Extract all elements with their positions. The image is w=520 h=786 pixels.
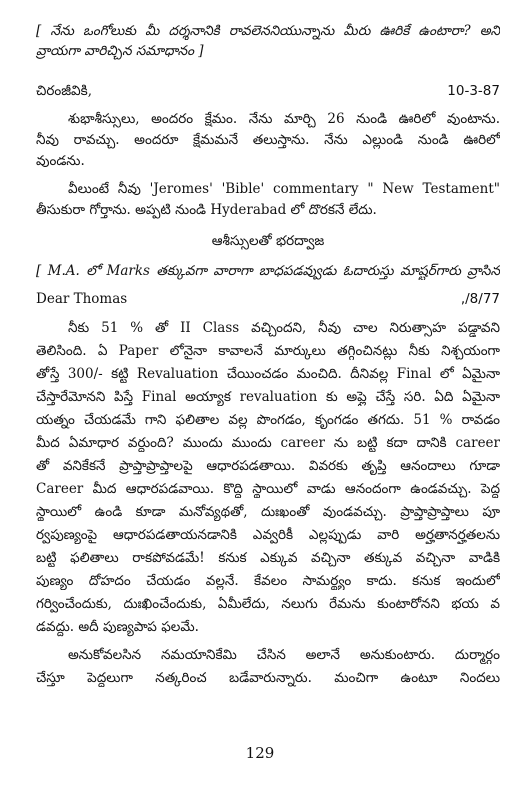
letter2-line: గర్వించేందుకు, దుఃఖించేందుకు, ఏమీలేదు, నలుగు రేమను కుంటారోనని భయ వ <box>36 596 500 612</box>
letter2-line: తోస్తే 300/- కట్టి Revaluation చేయించడం మంచిది. దీనివల్ల Final లో ఏమైనా <box>36 366 500 382</box>
letter2-line: మీద ఏమాధార వర్దుంది? ముందు ముందు career ను బట్టి కదా దానికి career <box>36 435 500 451</box>
letter2-line: తో వనికేకనే ప్రాప్తాప్రాప్తాలపై ఆధారపడతాయి. వివరకు తృప్తి ఆనందాలు గూడా <box>36 458 500 474</box>
letter2-line: అనుకోవలసిన నమయానికేమి చేసిన అలానే అనుకుంటారు. దుర్మార్గం <box>68 647 500 663</box>
intro-note-line-1: [ నేను ఒంగోలుకు మీ దర్శనానికి రావలెననియున్నాను మీరు ఊరికే ఉంటారా? అని <box>36 23 500 39</box>
letter2-line: తెలిసింది. ఏ Paper లోనైనా కావాలనే మార్కులు తగ్గించినట్లు నీకు నిశ్చయంగా <box>36 343 500 359</box>
letter2-line: ర్వపుణ్యంపై ఆధారపడతాయనడానికి ఎవ్వరికీ ఎల్లప్పుడు వారి అర్హతానర్హతలను <box>36 527 500 543</box>
letter2-date: ,/8/77 <box>460 291 500 307</box>
letter2-line: నీకు 51 % తో II Class వచ్చిందని, నీవు చాల నిరుత్సాహ పడ్డావని <box>68 320 500 336</box>
page-number: 129 <box>245 744 275 762</box>
letter2-line: పుణ్యం దోహదం చేయడం వల్లనే. కేవలం సామర్థ్యం కాదు. కనుక ఇందులో <box>36 573 500 589</box>
letter1-p2-line-1: వీలుంటే నీవు 'Jeromes' 'Bible' commentary " New Testament" <box>68 181 500 197</box>
letter1-date: 10-3-87 <box>447 83 500 99</box>
intro-note-line-2: వ్రాయగా వారిచ్చిన సమాధానం ] <box>36 43 204 59</box>
note2: [ M.A. లో Marks తక్కువగా వారాగా బాధపడవ్వుడు ఓదారుస్తు మాష్టర్‌గారు వ్రాసిన <box>36 263 500 279</box>
letter1-salutation: చిరంజీవికి, <box>36 83 92 99</box>
letter2-header <box>36 290 500 308</box>
letter2-line: చేస్తారేమోనని పిస్తే Final అయ్యాక revaluation కు అప్లై చేస్తే సరి. ఏది ఏమైనా <box>36 389 500 405</box>
letter2-line: స్థాయిలో ఉండి కూడా మనోవ్యథతో, దుఃఖంతో వుండవచ్చు. ప్రాప్తాప్రాప్తాలు పూ <box>36 504 500 520</box>
letter1-header <box>36 82 500 100</box>
letter2-line: Career మీద ఆధారపడవాయి. కొద్ది స్థాయిలో వాడు ఆనందంగా ఉండవచ్చు. పెద్ద <box>36 481 500 497</box>
letter2-salutation: Dear Thomas <box>36 291 128 307</box>
letter1-p1-line-1: శుభాశీస్సులు, అందరం క్షేమం. నేను మార్చి 26 నుండి ఊరిలో వుంటాను. <box>68 111 500 127</box>
letter1-closing: ఆశీస్సులతో భరద్వాజ <box>211 233 325 249</box>
letter2-line: బట్టి ఫలితాలు రాకపోవడమే! కనుక ఎక్కువ వచ్చినా తక్కువ వచ్చినా వాడికి <box>36 550 500 566</box>
letter1-p1-line-3: వుండను. <box>36 153 85 169</box>
letter2-line: యత్నం చేయడమే గాని ఫలితాల వల్ల పొంగడం, కృంగడం తగదు. 51 % రావడం <box>36 412 500 428</box>
letter2-line: డవద్దు. అదీ పుణ్యపాప ఫలమే. <box>36 619 199 635</box>
letter1-p2-line-2: తీసుకురా గోర్తాను. అప్పటి నుండి Hyderabad లో దొరకనే లేదు. <box>36 202 377 218</box>
letter2-line: చేస్తూ పెద్దలుగా నత్కరించ బడేవారున్నారు. మంచిగా ఉంటూ నిందలు <box>36 670 500 686</box>
letter1-p1-line-2: నీవు రావచ్చు. అందరూ క్షేమమనే తలుస్తాను. నేను ఎల్లుండి నుండి ఊరిలో <box>36 132 500 148</box>
